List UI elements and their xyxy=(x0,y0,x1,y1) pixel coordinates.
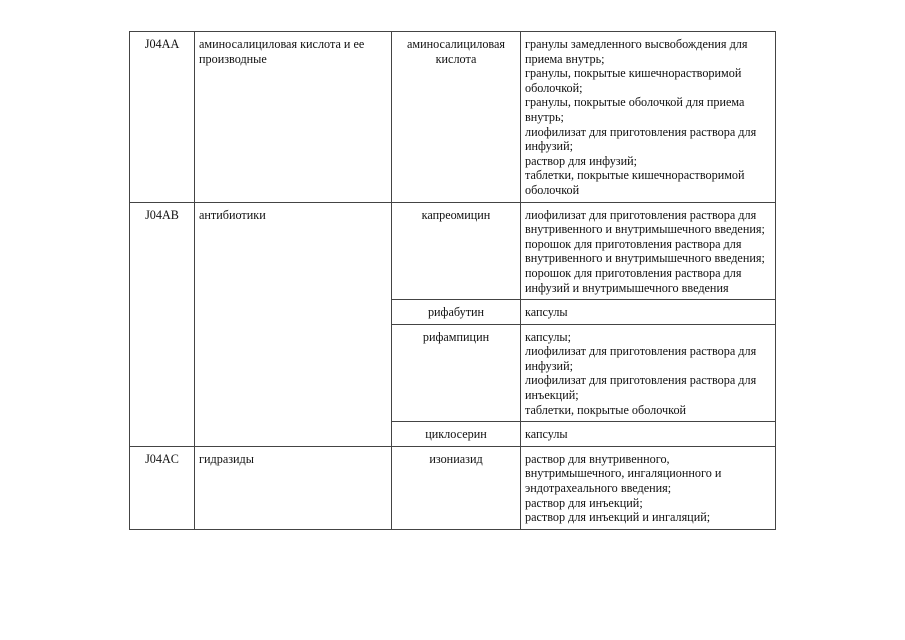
dosage-form: лиофилизат для приготовления раствора для инфузий; xyxy=(525,344,757,373)
table-row xyxy=(130,202,776,300)
dosage-forms-cell xyxy=(521,300,776,325)
dosage-form: капсулы; xyxy=(525,329,571,344)
atc-code-cell: J04AC xyxy=(130,446,195,529)
table-row xyxy=(130,446,776,529)
dosage-form: порошок для приготовления раствора для инфузий и внутримышечного введения xyxy=(525,265,742,295)
dosage-form: гранулы, покрытые оболочкой для приема внутрь; xyxy=(525,95,745,124)
group-name-cell: антибиотики xyxy=(195,202,392,446)
substance-cell: рифабутин xyxy=(392,300,521,325)
dosage-forms-cell xyxy=(521,32,776,203)
dosage-forms-cell xyxy=(521,324,776,422)
dosage-form: лиофилизат для приготовления раствора для инъекций; xyxy=(525,373,757,403)
atc-code-cell: J04AB xyxy=(130,202,195,446)
dosage-form: лиофилизат для приготовления раствора для инфузий; xyxy=(525,124,757,154)
substance-cell: аминосалициловая кислота xyxy=(392,32,521,203)
dosage-forms-cell xyxy=(521,422,776,447)
dosage-form: таблетки, покрытые оболочкой xyxy=(525,402,687,417)
atc-code-cell: J04AA xyxy=(130,32,195,203)
dosage-form: таблетки, покрытые кишечнорастворимой оболочкой xyxy=(525,168,745,197)
dosage-form: капсулы xyxy=(525,305,568,320)
substance-cell: рифампицин xyxy=(392,324,521,422)
dosage-form: гранулы замедленного высвобождения для приема внутрь; xyxy=(525,37,748,66)
drug-classification-table xyxy=(129,31,776,530)
substance-cell: изониазид xyxy=(392,446,521,529)
dosage-form: раствор для инъекций; xyxy=(525,495,643,510)
substance-cell: циклосерин xyxy=(392,422,521,447)
dosage-form: раствор для инъекций и ингаляций; xyxy=(525,510,711,525)
group-name-cell: гидразиды xyxy=(195,446,392,529)
dosage-form: капсулы xyxy=(525,427,568,442)
substance-cell: капреомицин xyxy=(392,202,521,300)
dosage-form: лиофилизат для приготовления раствора для внутривенного и внутримышечного введения; xyxy=(525,207,765,237)
table-row xyxy=(130,32,776,203)
dosage-form: раствор для внутривенного, внутримышечного, ингаляционного и эндотрахеального введения; xyxy=(525,451,722,496)
dosage-form: порошок для приготовления раствора для внутривенного и внутримышечного введения; xyxy=(525,236,765,266)
dosage-forms-cell xyxy=(521,446,776,529)
dosage-forms-cell xyxy=(521,202,776,300)
dosage-form: раствор для инфузий; xyxy=(525,153,638,168)
group-name-cell: аминосалициловая кислота и ее производные xyxy=(195,32,392,203)
dosage-form: гранулы, покрытые кишечнорастворимой оболочкой; xyxy=(525,66,742,95)
